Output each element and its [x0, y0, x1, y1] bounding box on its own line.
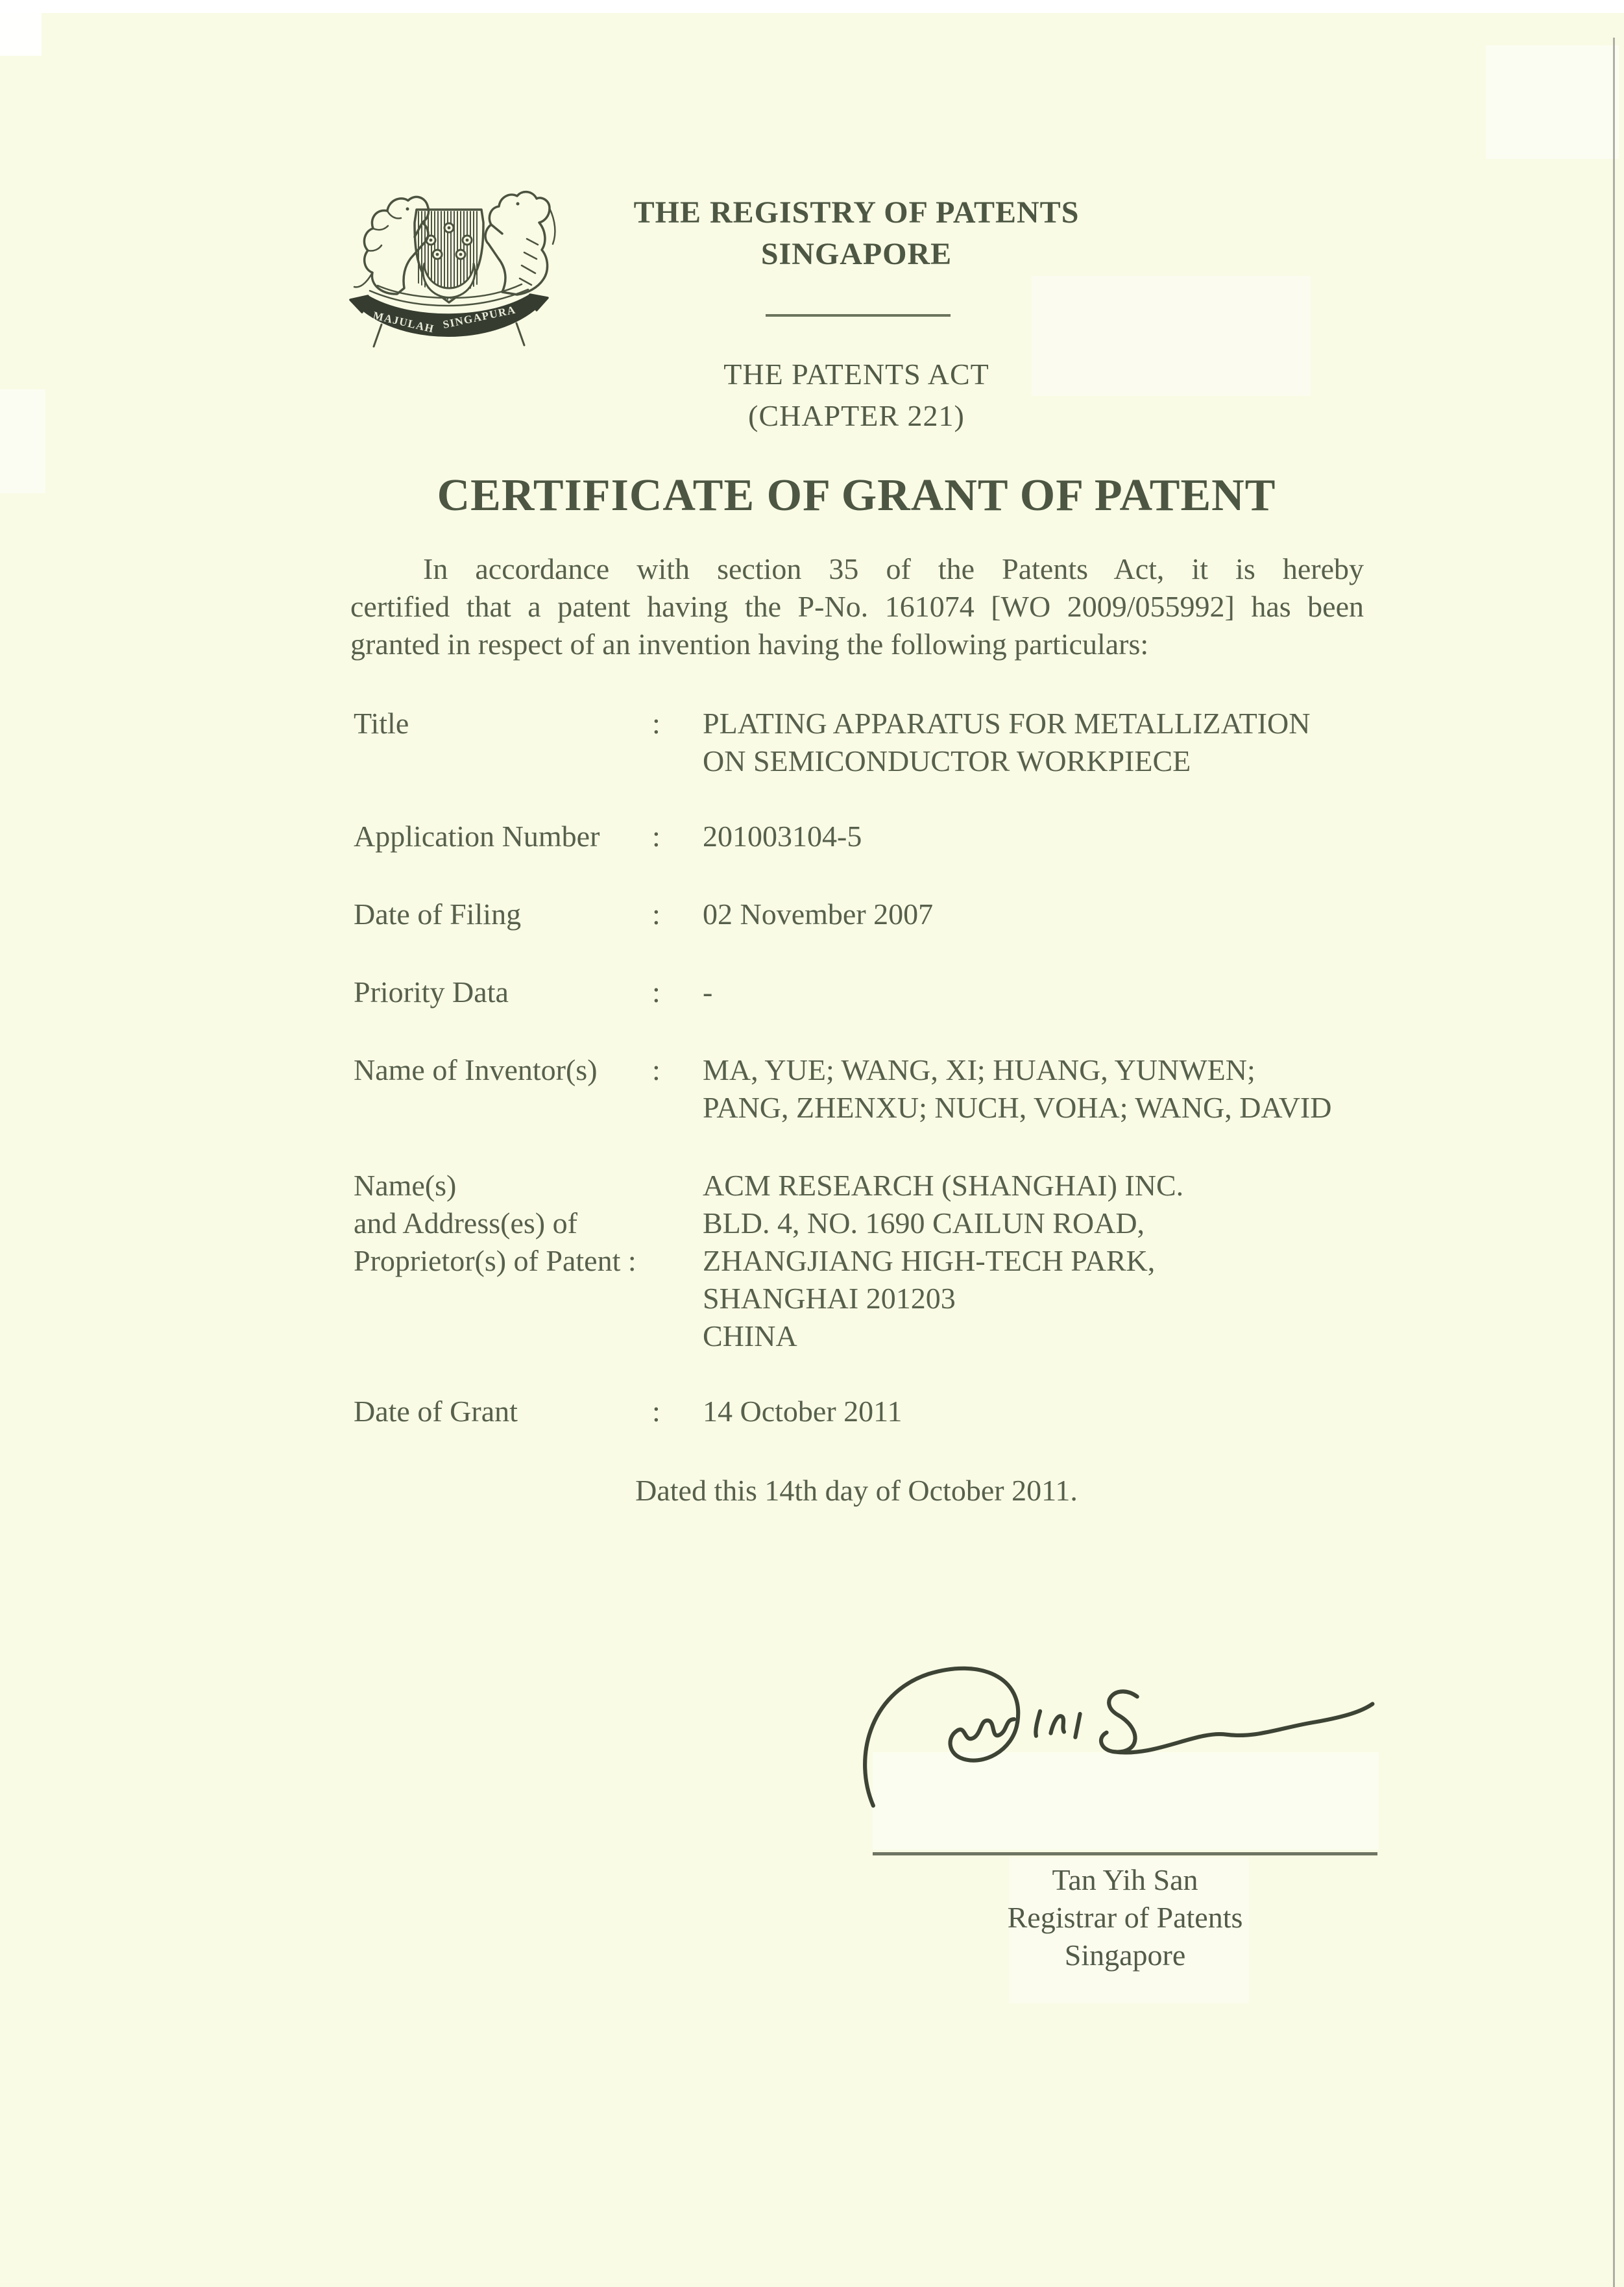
field-value-line: 02 November 2007 [703, 898, 934, 931]
field-colon: : [652, 820, 661, 853]
field-colon: : [652, 707, 661, 740]
field-value-line: PLATING APPARATUS FOR METALLIZATION [703, 707, 1311, 740]
field-value-line: 14 October 2011 [703, 1395, 903, 1428]
registrar-place: Singapore [1064, 1938, 1186, 1972]
field-label-line: Priority Data [354, 975, 509, 1009]
field-row [354, 1167, 1366, 1355]
field-value-line: MA, YUE; WANG, XI; HUANG, YUNWEN; [703, 1053, 1255, 1086]
intro-line: granted in respect of an invention having the following particulars: [350, 628, 1149, 661]
field-row [354, 1393, 1366, 1430]
field-label [354, 1393, 652, 1430]
field-value [703, 973, 1366, 1011]
field-value-line: BLD. 4, NO. 1690 CAILUN ROAD, [703, 1206, 1145, 1240]
intro-line: In accordance with section 35 of the Patents Act, it is hereby [423, 552, 1364, 585]
field-value [703, 1393, 1366, 1430]
field-value-line: 201003104-5 [703, 820, 862, 853]
field-value [703, 818, 1366, 855]
field-label [354, 896, 652, 933]
field-value-line: - [703, 975, 713, 1009]
field-label [354, 818, 652, 855]
scan-top-strip [0, 0, 1624, 13]
field-value [703, 1167, 1366, 1355]
field-label [354, 1051, 652, 1127]
field-row [354, 896, 1366, 933]
field-label-line: Application Number [354, 820, 600, 853]
intro-paragraph [350, 550, 1364, 663]
field-colon: : [652, 898, 661, 931]
scan-edge-line [1613, 38, 1615, 2287]
field-colon [652, 1167, 703, 1355]
field-value-line: ZHANGJIANG HIGH-TECH PARK, [703, 1244, 1156, 1277]
field-value [703, 705, 1366, 780]
field-row [354, 818, 1366, 855]
registry-name-line2: SINGAPORE [760, 237, 952, 271]
dated-line: Dated this 14th day of October 2011. [635, 1474, 1078, 1507]
scan-smudge [1486, 45, 1619, 159]
field-label [354, 1167, 652, 1355]
scan-left-artifact [0, 389, 45, 493]
motto-word-right: SINGAPURA [441, 303, 517, 331]
field-row [354, 1051, 1366, 1127]
field-value [703, 896, 1366, 933]
registrar-name: Tan Yih San [1052, 1863, 1198, 1896]
field-label-line: Name(s) [354, 1169, 457, 1202]
certificate-title: CERTIFICATE OF GRANT OF PATENT [437, 471, 1276, 520]
registry-name-line1: THE REGISTRY OF PATENTS [633, 195, 1080, 230]
field-label-line: and Address(es) of [354, 1206, 577, 1240]
field-colon: : [652, 975, 661, 1009]
field-label-line: Date of Filing [354, 898, 522, 931]
field-row [354, 705, 1366, 780]
field-label-line: Title [354, 707, 409, 740]
field-value-line: PANG, ZHENXU; NUCH, VOHA; WANG, DAVID [703, 1091, 1332, 1124]
patents-act-heading [350, 354, 1363, 437]
field-value-line: ON SEMICONDUCTOR WORKPIECE [703, 744, 1191, 777]
field-colon: : [652, 1395, 661, 1428]
patents-act-line2: (CHAPTER 221) [748, 399, 965, 432]
registry-header [350, 192, 1363, 275]
field-label-line: Date of Grant [354, 1395, 518, 1428]
field-value-line: CHINA [703, 1319, 797, 1352]
field-value-line: SHANGHAI 201203 [703, 1282, 956, 1315]
header-divider [766, 314, 951, 317]
field-label-line: Name of Inventor(s) [354, 1053, 598, 1086]
registrar-title: Registrar of Patents [1007, 1901, 1243, 1934]
motto-word-left: MAJULAH [372, 309, 436, 336]
field-row [354, 973, 1366, 1011]
field-value [703, 1051, 1366, 1127]
field-label [354, 973, 652, 1011]
registrar-signature [850, 1652, 1388, 1833]
patents-act-line1: THE PATENTS ACT [723, 358, 989, 391]
field-label-line: Proprietor(s) of Patent : [354, 1244, 636, 1277]
signature-rule [873, 1852, 1377, 1855]
field-colon: : [652, 1053, 661, 1086]
intro-line: certified that a patent having the P-No. 161074 [WO 2009/055992] has been [350, 590, 1364, 623]
field-value-line: ACM RESEARCH (SHANGHAI) INC. [703, 1169, 1184, 1202]
scan-corner-artifact [0, 0, 42, 56]
field-label [354, 705, 652, 780]
